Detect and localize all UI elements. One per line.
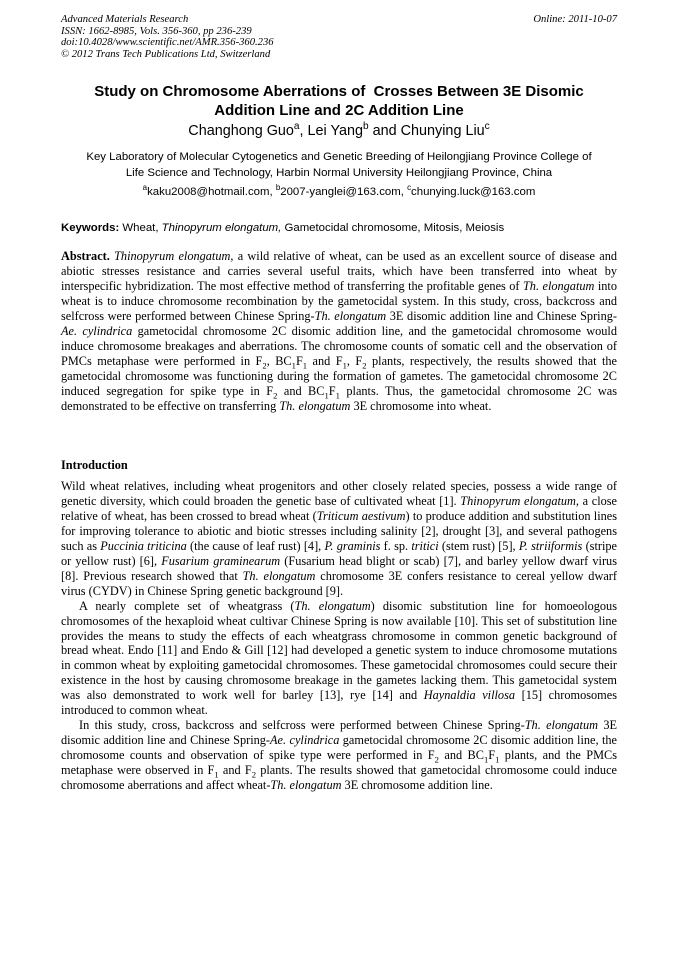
body-italic: Thinopyrum elongatum, xyxy=(460,493,580,508)
subscript: 2 xyxy=(273,390,278,401)
body-text: Wild wheat relatives, including wheat progenitors and other closely related species, possess a wide range of genetic diversity, which could broaden the genetic base of cultivated wheat [1]. xyxy=(61,479,617,508)
abstract-text: F xyxy=(295,353,303,368)
body-text: (stripe or yellow rust) [6], xyxy=(61,538,617,568)
body-text: [15] chromosomes introduced to common wheat. xyxy=(61,688,617,718)
body-text: ) disomic substitution line for homoeologous chromosomes of the hexaploid wheat cultivar Chinese Spring is now available [10]. This set of substitution line provides the means to study the effects of each wheatgrass chromosome in common genetic background of bread wheat. Endo [11] and Endo & Gill [12] had developed a genetic system to induce chromosome mutations in common wheat by exploiting gametocidal chromosomes. These gametocidal chromosomes could secure their existence in the host by causing chromosome breakage in the gametes lacking them. This gametocidal system was also demonstrated to work well for barley [13], rye [14] and xyxy=(61,598,617,703)
section-heading-introduction: Introduction xyxy=(61,458,128,472)
paragraph xyxy=(61,479,617,599)
body-text: A nearly complete set of wheatgrass ( xyxy=(79,598,295,613)
abstract-text: 3E chromosome into wheat. xyxy=(350,398,492,413)
body-italic: Th. elongatum xyxy=(242,568,316,583)
copyright-line: © 2012 Trans Tech Publications Ltd, Switzerland xyxy=(61,48,271,60)
abstract-text: , a wild relative of wheat, can be used as an excellent source of disease and abiotic stresses resistance and carries several useful traits, which have been transferred into wheat by interspecific hybridization. The most effective method of transferring the profitable genes of xyxy=(61,249,618,293)
abstract-text: plants, respectively, the results showed that the gametocidal chromosome was functioning during the formation of gametes. The gametocidal chromosome 2C induced segregation for spike type in F xyxy=(61,353,617,398)
body-italic: Th. elongatum xyxy=(524,718,599,733)
affiliation-line-2: Life Science and Technology, Harbin Normal University Heilongjiang Province, China xyxy=(125,167,553,179)
body-text: gametocidal chromosome 2C disomic addition line, the chromosome counts and observation of spike type were performed in F xyxy=(61,733,618,763)
issn-line: ISSN: 1662-8985, Vols. 356-360, pp 236-239 xyxy=(61,25,252,37)
keyword-text: Wheat, xyxy=(119,222,162,234)
email-address: 2007-yanglei@163.com, xyxy=(280,186,408,198)
subscript: 2 xyxy=(434,754,439,765)
body-italic: P. graminis xyxy=(324,538,381,553)
author-marker: a xyxy=(293,121,300,133)
title-line-2: Addition Line and 2C Addition Line xyxy=(214,101,464,119)
online-date: Online: 2011-10-07 xyxy=(533,14,617,25)
body-text: (stem rust) [5], xyxy=(438,538,519,553)
email-address: kaku2008@hotmail.com, xyxy=(147,186,276,198)
keywords-line xyxy=(61,220,617,236)
author-emails xyxy=(60,184,618,200)
body-italic: Triticum aestivum xyxy=(316,508,406,523)
author-name: Changhong Guo xyxy=(188,123,294,139)
subscript: 2 xyxy=(362,360,367,371)
body-text: ) to produce addition and substitution lines for improving tolerance to abiotic and biotic stresses including salinity [2], drought [3], and several pathogens such as xyxy=(61,508,618,553)
affiliation xyxy=(60,149,618,181)
affiliation-line-1: Key Laboratory of Molecular Cytogenetics and Genetic Breeding of Heilongjiang Province College of xyxy=(86,151,592,163)
body-text: In this study, cross, backcross and selfcross were performed between Chinese Spring- xyxy=(79,718,525,733)
email-marker: c xyxy=(407,183,412,193)
journal-header xyxy=(61,14,617,60)
author-marker: c xyxy=(484,121,490,133)
body-italic: Puccinia triticina xyxy=(100,538,187,553)
body-italic: Th. elongatum xyxy=(270,778,342,793)
body-italic: Haynaldia villosa xyxy=(423,688,516,703)
abstract-text: gametocidal chromosome 2C disomic addition line, and the gametocidal chromosome would induce chromosome breakages and aberrations. The chromosome counts of somatic cell and the observation of PMCs metaphase were performed in F xyxy=(61,323,617,368)
body-italic: Th. elongatum xyxy=(294,598,371,613)
email-marker: b xyxy=(275,183,281,193)
subscript: 1 xyxy=(324,390,329,401)
body-text: plants, and the PMCs metaphase were observed in F xyxy=(61,748,617,778)
doi-line: doi:10.4028/www.scientific.net/AMR.356-360.236 xyxy=(61,37,274,49)
subscript: 1 xyxy=(291,360,296,371)
paragraph xyxy=(61,599,617,719)
subscript: 2 xyxy=(251,769,257,780)
body-text: (Fusarium head blight or scab) [7], and barley yellow dwarf virus [8]. Previous research showed that xyxy=(61,553,617,583)
abstract-italic: Th. elongatum xyxy=(279,398,351,413)
body-text: a close relative of wheat, has been crossed to bread wheat ( xyxy=(61,493,618,523)
keyword-text: Thinopyrum elongatum, xyxy=(161,222,282,234)
email-marker: a xyxy=(142,183,148,193)
author-separator: and xyxy=(368,123,401,139)
introduction-body xyxy=(61,479,617,793)
subscript: 1 xyxy=(495,754,500,765)
abstract-text: F xyxy=(328,383,336,398)
author-name: Lei Yang xyxy=(307,123,364,139)
abstract-italic: Thinopyrum elongatum xyxy=(114,249,231,263)
paper-title xyxy=(60,83,618,120)
author-separator: , xyxy=(299,123,308,139)
body-italic: P. striiformis xyxy=(518,538,583,553)
keyword-text: Gametocidal chromosome, Mitosis, Meiosis xyxy=(281,222,505,234)
author-list xyxy=(60,122,618,140)
body-text: plants. The results showed that gametocidal chromosome could induce chromosome aberrations and affect wheat- xyxy=(61,763,617,793)
abstract-text: , BC xyxy=(266,353,292,368)
abstract-text: and BC xyxy=(277,383,325,398)
abstract-text: , F xyxy=(346,353,363,368)
subscript: 1 xyxy=(483,754,489,765)
abstract-italic: Th. elongatum xyxy=(522,278,595,293)
abstract-italic: Ae. cylindrica xyxy=(61,323,133,338)
email-address: chunying.luck@163.com xyxy=(411,186,536,198)
abstract-label: Abstract. xyxy=(61,249,110,263)
abstract-text: 3E disomic addition line and Chinese Spring- xyxy=(386,308,617,323)
abstract-italic: Th. elongatum xyxy=(314,308,387,323)
paragraph xyxy=(61,718,617,793)
author-name: Chunying Liu xyxy=(400,123,485,139)
body-italic: Ae. cylindrica xyxy=(270,733,340,748)
abstract xyxy=(61,249,617,413)
subscript: 2 xyxy=(262,360,267,371)
subscript: 1 xyxy=(342,360,347,371)
journal-name: Advanced Materials Research xyxy=(61,14,189,25)
author-marker: b xyxy=(363,121,369,133)
title-line-1: Study on Chromosome Aberrations of Crosses Between 3E Disomic xyxy=(94,83,584,100)
keywords-label: Keywords: xyxy=(61,222,120,234)
subscript: 1 xyxy=(214,769,219,780)
body-text: F xyxy=(488,748,496,763)
subscript: 1 xyxy=(302,360,308,371)
body-text: chromosome 3E confers resistance to cereal yellow dwarf virus (CYDV) in Chinese Spring genetic background [9]. xyxy=(61,568,617,598)
subscript: 1 xyxy=(335,390,340,401)
body-text: 3E disomic addition line and Chinese Spring- xyxy=(61,718,617,748)
body-text: and F xyxy=(218,763,252,778)
body-text: 3E chromosome addition line. xyxy=(341,778,493,793)
abstract-text: plants. Thus, the gametocidal chromosome 2C was demonstrated to be effective on transferring xyxy=(61,383,617,413)
body-italic: Fusarium graminearum xyxy=(161,553,281,568)
body-text: f. sp. xyxy=(380,538,412,553)
body-text: (the cause of leaf rust) [4], xyxy=(186,538,325,553)
body-text: and BC xyxy=(438,748,484,763)
abstract-text: and F xyxy=(307,353,343,368)
abstract-text: into wheat is to induce chromosome recombination by the gametocidal system. In this study, cross, backcross and selfcross were performed between Chinese Spring- xyxy=(61,278,617,323)
body-italic: tritici xyxy=(411,538,439,553)
